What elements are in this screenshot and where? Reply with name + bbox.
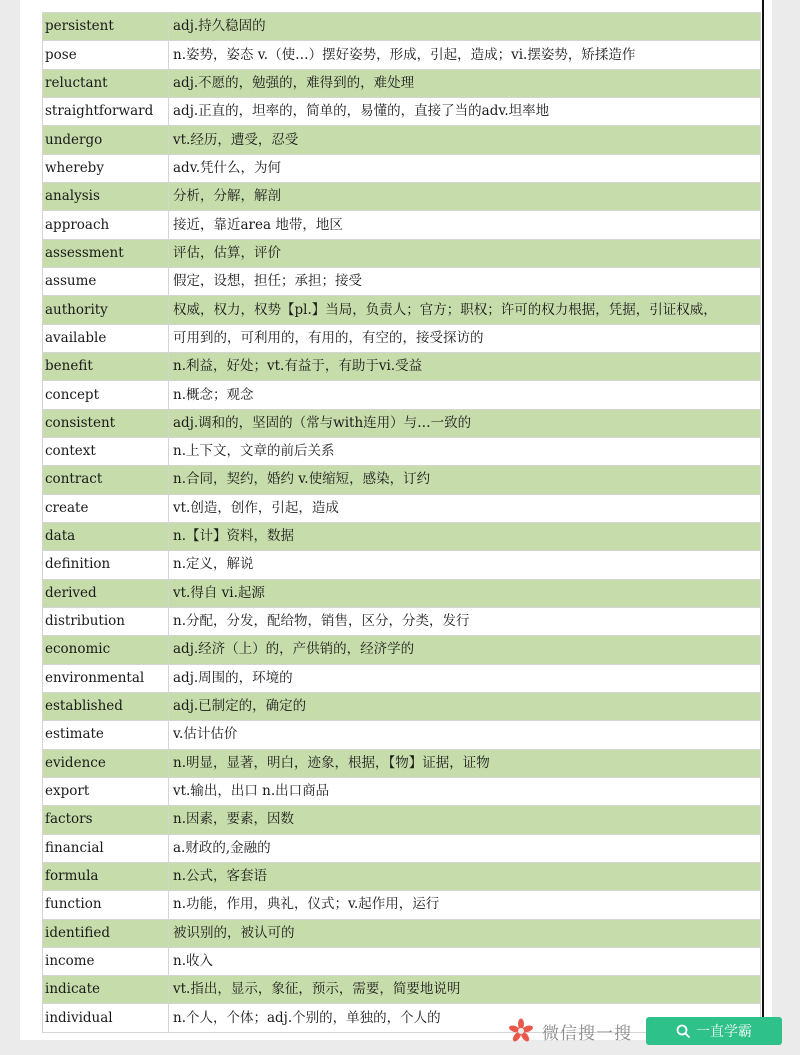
word-cell: create: [43, 494, 169, 522]
table-row: [43, 721, 761, 749]
table-row: [43, 466, 761, 494]
table-row: [43, 211, 761, 239]
word-cell: definition: [43, 551, 169, 579]
word-cell: economic: [43, 636, 169, 664]
definition-cell: n.功能，作用，典礼，仪式；v.起作用，运行: [169, 891, 761, 919]
word-cell: data: [43, 522, 169, 550]
table-row: [43, 13, 761, 41]
search-account-button[interactable]: [646, 1017, 782, 1045]
definition-cell: 可用到的，可利用的，有用的，有空的，接受探访的: [169, 324, 761, 352]
word-cell: consistent: [43, 409, 169, 437]
word-cell: formula: [43, 862, 169, 890]
definition-cell: n.明显，显著，明白，迹象，根据，【物】证据，证物: [169, 749, 761, 777]
word-cell: derived: [43, 579, 169, 607]
word-cell: persistent: [43, 13, 169, 41]
table-row: [43, 324, 761, 352]
table-row: [43, 154, 761, 182]
table-row: [43, 69, 761, 97]
definition-cell: n.分配，分发，配给物，销售，区分，分类，发行: [169, 607, 761, 635]
wechat-search-icon: [508, 1018, 534, 1044]
table-row: [43, 919, 761, 947]
definition-cell: n.合同，契约，婚约 v.使缩短，感染，订约: [169, 466, 761, 494]
definition-cell: n.上下文，文章的前后关系: [169, 437, 761, 465]
table-row: [43, 579, 761, 607]
definition-cell: adj.不愿的，勉强的，难得到的，难处理: [169, 69, 761, 97]
word-cell: undergo: [43, 126, 169, 154]
definition-cell: adj.持久稳固的: [169, 13, 761, 41]
definition-cell: vt.经历，遭受，忍受: [169, 126, 761, 154]
table-row: [43, 381, 761, 409]
word-cell: analysis: [43, 182, 169, 210]
word-cell: authority: [43, 296, 169, 324]
table-row: [43, 494, 761, 522]
definition-cell: 接近，靠近area 地带，地区: [169, 211, 761, 239]
word-cell: context: [43, 437, 169, 465]
definition-cell: 被识别的，被认可的: [169, 919, 761, 947]
definition-cell: adj.正直的，坦率的，简单的，易懂的，直接了当的adv.坦率地: [169, 97, 761, 125]
table-row: [43, 267, 761, 295]
table-row: [43, 806, 761, 834]
word-cell: pose: [43, 41, 169, 69]
word-cell: indicate: [43, 976, 169, 1004]
word-cell: identified: [43, 919, 169, 947]
table-row: [43, 437, 761, 465]
definition-cell: adj.调和的，坚固的（常与with连用）与…一致的: [169, 409, 761, 437]
table-row: [43, 636, 761, 664]
vocabulary-table: [42, 12, 761, 1033]
table-row: [43, 182, 761, 210]
table-row: [43, 777, 761, 805]
watermark-text: 微信搜一搜: [542, 1023, 632, 1044]
definition-cell: n.【计】资料，数据: [169, 522, 761, 550]
search-icon: [676, 1024, 690, 1038]
word-cell: approach: [43, 211, 169, 239]
word-cell: whereby: [43, 154, 169, 182]
table-row: [43, 551, 761, 579]
definition-cell: vt.得自 vi.起源: [169, 579, 761, 607]
definition-cell: n.因素，要素，因数: [169, 806, 761, 834]
word-cell: estimate: [43, 721, 169, 749]
table-row: [43, 607, 761, 635]
table-row: [43, 296, 761, 324]
definition-cell: 权威，权力，权势【pl.】当局，负责人；官方；职权；许可的权力根据，凭据，引证权威，: [169, 296, 761, 324]
table-row: [43, 97, 761, 125]
word-cell: assume: [43, 267, 169, 295]
word-cell: environmental: [43, 664, 169, 692]
word-cell: function: [43, 891, 169, 919]
definition-cell: n.利益，好处；vt.有益于，有助于vi.受益: [169, 352, 761, 380]
word-cell: concept: [43, 381, 169, 409]
word-cell: income: [43, 947, 169, 975]
word-cell: evidence: [43, 749, 169, 777]
table-row: [43, 239, 761, 267]
definition-cell: n.姿势，姿态 v.（使…）摆好姿势，形成，引起，造成；vi.摆姿势，矫揉造作: [169, 41, 761, 69]
table-row: [43, 126, 761, 154]
table-row: [43, 976, 761, 1004]
word-cell: established: [43, 692, 169, 720]
table-row: [43, 692, 761, 720]
wechat-search-watermark[interactable]: [508, 1017, 782, 1045]
table-row: [43, 862, 761, 890]
definition-cell: adj.已制定的，确定的: [169, 692, 761, 720]
word-cell: distribution: [43, 607, 169, 635]
definition-cell: vt.创造，创作，引起，造成: [169, 494, 761, 522]
word-cell: assessment: [43, 239, 169, 267]
definition-cell: n.定义，解说: [169, 551, 761, 579]
table-row: [43, 664, 761, 692]
definition-cell: 评估，估算，评价: [169, 239, 761, 267]
table-row: [43, 409, 761, 437]
word-cell: export: [43, 777, 169, 805]
definition-cell: vt.输出，出口 n.出口商品: [169, 777, 761, 805]
definition-cell: n.概念；观念: [169, 381, 761, 409]
definition-cell: n.个人，个体；adj.个别的，单独的，个人的: [169, 1004, 761, 1032]
definition-cell: adj.周围的，环境的: [169, 664, 761, 692]
word-cell: factors: [43, 806, 169, 834]
definition-cell: 分析，分解，解剖: [169, 182, 761, 210]
search-account-label: 一直学霸: [696, 1024, 752, 1040]
definition-cell: v.估计估价: [169, 721, 761, 749]
definition-cell: n.收入: [169, 947, 761, 975]
word-cell: reluctant: [43, 69, 169, 97]
table-row: [43, 41, 761, 69]
definition-cell: vt.指出，显示，象征，预示，需要，简要地说明: [169, 976, 761, 1004]
table-row: [43, 891, 761, 919]
word-cell: individual: [43, 1004, 169, 1032]
table-row: [43, 352, 761, 380]
word-cell: straightforward: [43, 97, 169, 125]
word-cell: contract: [43, 466, 169, 494]
page-border-line: [762, 0, 764, 1040]
word-cell: benefit: [43, 352, 169, 380]
definition-cell: n.公式，客套语: [169, 862, 761, 890]
definition-cell: 假定，设想，担任；承担；接受: [169, 267, 761, 295]
definition-cell: adj.经济（上）的，产供销的，经济学的: [169, 636, 761, 664]
word-cell: available: [43, 324, 169, 352]
definition-cell: a.财政的,金融的: [169, 834, 761, 862]
table-row: [43, 947, 761, 975]
table-row: [43, 834, 761, 862]
word-cell: financial: [43, 834, 169, 862]
table-row: [43, 522, 761, 550]
definition-cell: adv.凭什么，为何: [169, 154, 761, 182]
table-row: [43, 749, 761, 777]
